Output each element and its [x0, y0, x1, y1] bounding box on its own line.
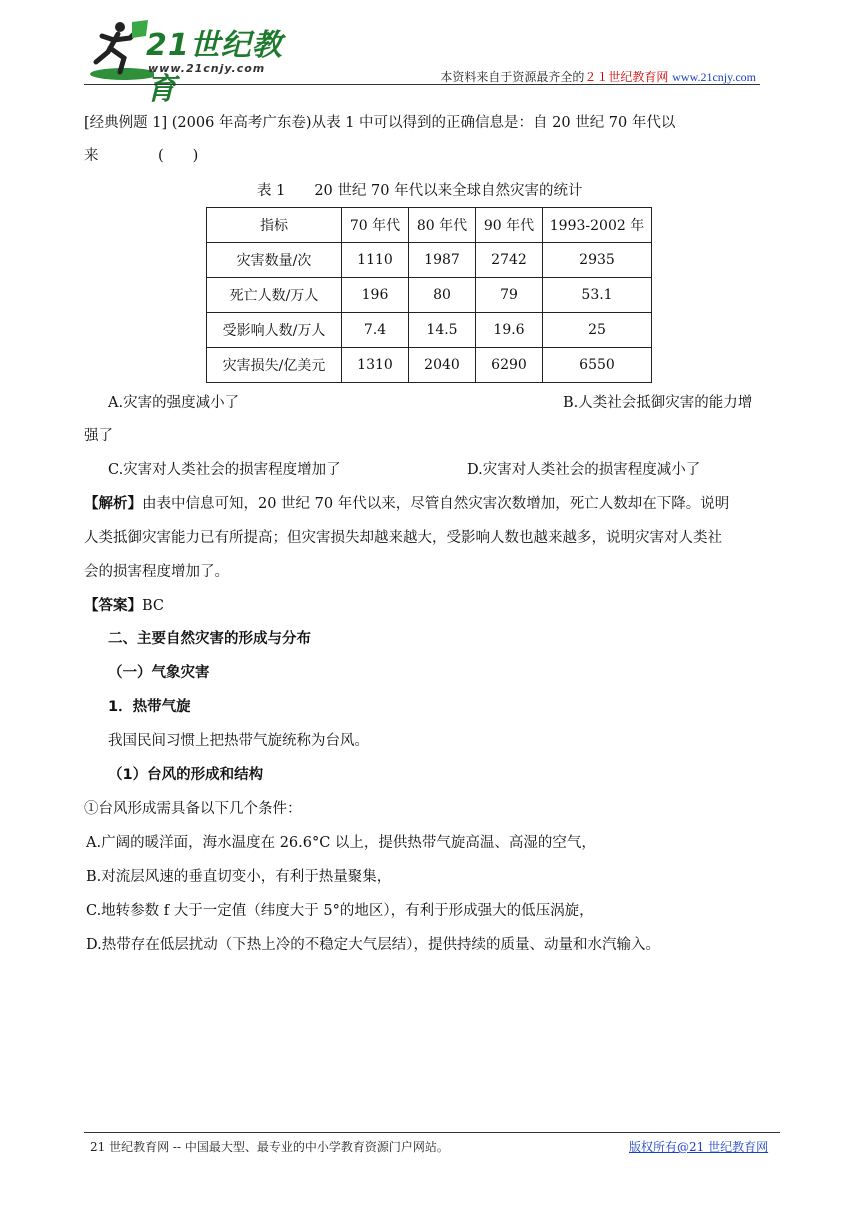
- table-cell: 1110: [342, 243, 409, 278]
- subsection-meteorological: （一）气象灾害: [108, 665, 210, 681]
- table-cell: 7.4: [342, 313, 409, 348]
- table-cell: 灾害损失/亿美元: [207, 348, 342, 383]
- question-answer-blank: ( ): [158, 148, 199, 164]
- table-header-cell: 70 年代: [342, 208, 409, 243]
- table-cell: 1987: [409, 243, 476, 278]
- analysis-line-2: 人类抵御灾害能力已有所提高；但灾害损失却越来越大，受影响人数也越来越多，说明灾害对人类社: [84, 530, 722, 546]
- table-cell: 25: [543, 313, 652, 348]
- logo-url: www.21cnjy.com: [148, 62, 266, 75]
- option-b-continued: 强了: [84, 428, 113, 444]
- table-cell: 19.6: [476, 313, 543, 348]
- table-row: [207, 278, 652, 313]
- header-link[interactable]: www.21cnjy.com: [672, 70, 756, 84]
- table-cell: 80: [409, 278, 476, 313]
- header-note-prefix: 本资料来自于资源最齐全的: [440, 70, 585, 84]
- table-cell: 14.5: [409, 313, 476, 348]
- subsection-tropical-cyclone: 1．热带气旋: [108, 699, 191, 715]
- condition-c: C.地转参数 f 大于一定值（纬度大于 5°的地区），有利于形成强大的低压涡旋，: [86, 903, 594, 919]
- section-heading: 二、主要自然灾害的形成与分布: [108, 631, 311, 647]
- disaster-statistics-table: [206, 207, 652, 383]
- table-cell: 196: [342, 278, 409, 313]
- table-cell: 2935: [543, 243, 652, 278]
- table-cell: 2742: [476, 243, 543, 278]
- answer-label: 【答案】: [84, 598, 142, 614]
- answer-line: [84, 596, 164, 616]
- condition-b: B.对流层风速的垂直切变小，有利于热量聚集，: [86, 869, 392, 885]
- table-cell: 6550: [543, 348, 652, 383]
- footer-text: 21 世纪教育网 -- 中国最大型、最专业的中小学教育资源门户网站。: [90, 1140, 449, 1154]
- table-row: [207, 313, 652, 348]
- table-cell: 79: [476, 278, 543, 313]
- table-header-cell: 指标: [207, 208, 342, 243]
- logo-title: 21世纪教育: [146, 28, 283, 107]
- question-line-2-start: 来: [84, 148, 99, 164]
- table-cell: 灾害数量/次: [207, 243, 342, 278]
- footer-copyright-link[interactable]: 版权所有@21 世纪教育网: [629, 1140, 769, 1154]
- question-line-1: [经典例题 1] (2006 年高考广东卷)从表 1 中可以得到的正确信息是：自 20 世纪 70 年代以: [84, 115, 676, 131]
- table-cell: 53.1: [543, 278, 652, 313]
- table-header-row: [207, 208, 652, 243]
- header-note-brand: ２１世纪教育网: [584, 70, 669, 84]
- condition-d: D.热带存在低层扰动（下热上冷的不稳定大气层结），提供持续的质量、动量和水汽输入。: [86, 937, 660, 953]
- table-cell: 2040: [409, 348, 476, 383]
- table-header-cell: 80 年代: [409, 208, 476, 243]
- header-note: [440, 68, 756, 85]
- header-divider: [84, 84, 760, 85]
- conditions-intro: ①台风形成需具备以下几个条件：: [84, 801, 302, 817]
- condition-a: A.广阔的暖洋面，海水温度在 26.6°C 以上，提供热带气旋高温、高湿的空气，: [86, 835, 596, 851]
- subsection-typhoon-formation: （1）台风的形成和结构: [108, 767, 264, 783]
- runner-logo-icon: [84, 18, 154, 84]
- table-row: [207, 243, 652, 278]
- table-cell: 1310: [342, 348, 409, 383]
- table-cell: 受影响人数/万人: [207, 313, 342, 348]
- table-cell: 6290: [476, 348, 543, 383]
- option-d: D.灾害对人类社会的损害程度减小了: [467, 462, 701, 478]
- option-c: C.灾害对人类社会的损害程度增加了: [108, 462, 341, 478]
- footer-divider: [84, 1132, 780, 1133]
- table-row: [207, 348, 652, 383]
- table-header-cell: 90 年代: [476, 208, 543, 243]
- answer-value: BC: [142, 598, 165, 614]
- option-a: A.灾害的强度减小了: [108, 395, 240, 411]
- table-cell: 死亡人数/万人: [207, 278, 342, 313]
- option-b: B.人类社会抵御灾害的能力增: [563, 395, 753, 411]
- analysis-label: 【解析】: [84, 496, 142, 512]
- table-caption: 表 1 20 世纪 70 年代以来全球自然灾害的统计: [257, 183, 583, 199]
- analysis-line-1: [84, 494, 729, 514]
- analysis-text-1: 由表中信息可知，20 世纪 70 年代以来，尽管自然灾害次数增加，死亡人数却在下降。说明: [142, 496, 730, 512]
- intro-paragraph: 我国民间习惯上把热带气旋统称为台风。: [108, 733, 369, 749]
- site-logo: [84, 18, 304, 107]
- table-header-cell: 1993-2002 年: [543, 208, 652, 243]
- analysis-line-3: 会的损害程度增加了。: [84, 564, 229, 580]
